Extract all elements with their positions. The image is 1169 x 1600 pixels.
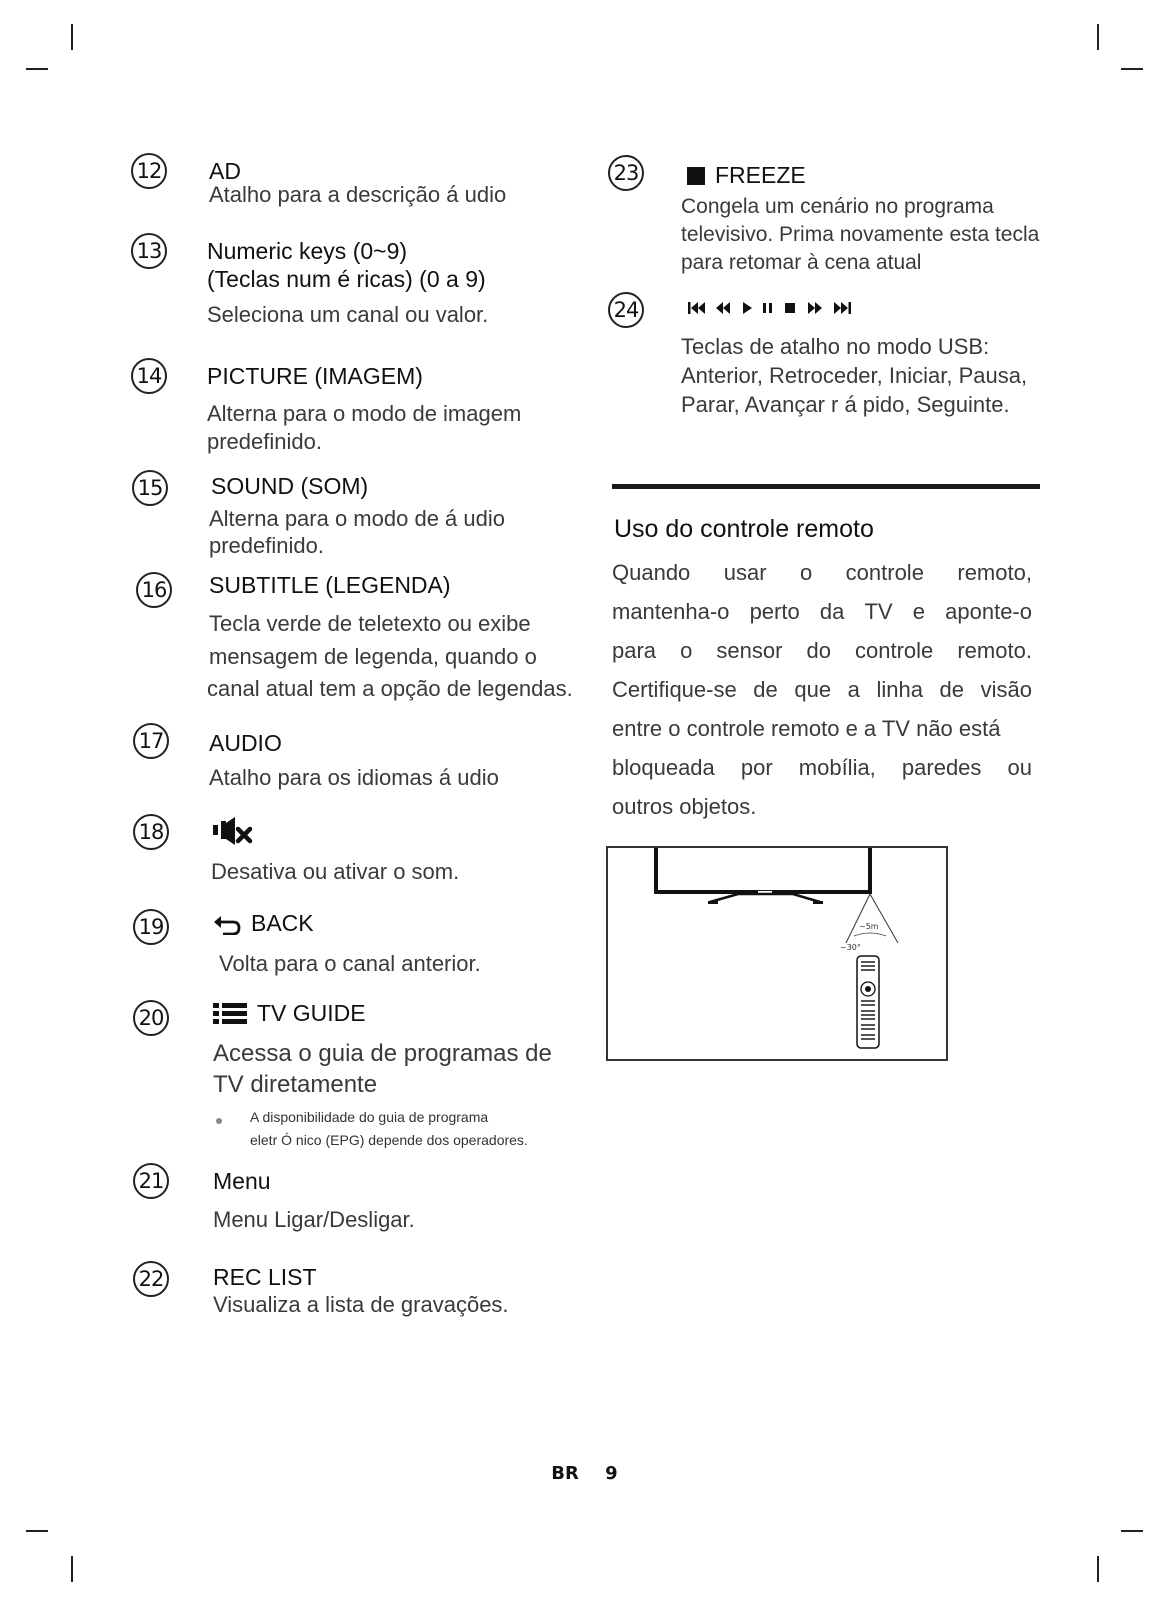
item-title (687, 162, 806, 189)
item-desc: Acessa o guia de programas de (213, 1040, 552, 1067)
paragraph-word: controle (845, 559, 924, 585)
item-note: eletr Ó nico (EPG) depende dos operadores. (250, 1132, 528, 1148)
remote-control-illustration (857, 956, 879, 1048)
paragraph-line (612, 709, 1032, 748)
item-number: 20 (133, 1000, 169, 1036)
paragraph-word: perto (749, 598, 800, 624)
crop-mark (26, 68, 48, 70)
item-note: A disponibilidade do guia de programa (250, 1109, 489, 1125)
paragraph-word: remoto. (957, 637, 1032, 663)
pause-icon (763, 303, 772, 313)
crop-mark (26, 1530, 48, 1532)
item-number: 17 (133, 723, 169, 759)
item-title (209, 572, 451, 599)
paragraph-word: do (806, 637, 831, 663)
paragraph-word: que (794, 676, 832, 702)
skip-previous-icon (688, 302, 705, 314)
item-desc: Anterior, Retroceder, Iniciar, Pausa, (681, 363, 1028, 388)
item-number: 14 (131, 358, 167, 394)
section-divider (612, 484, 1040, 489)
paragraph-word: o (799, 559, 813, 585)
item-number: 18 (133, 814, 169, 850)
section-paragraph (612, 553, 1032, 826)
item-title-text: SOUND (SOM) (211, 473, 369, 499)
item-title-text: Numeric keys (0~9) (207, 238, 408, 264)
rewind-icon (716, 302, 730, 314)
item-title-text: AUDIO (209, 730, 282, 756)
item-title-text: BACK (251, 910, 314, 936)
item-number: 16 (136, 572, 172, 608)
paragraph-word: Certifique-se (612, 676, 737, 702)
paragraph-word: mobília, (798, 754, 876, 780)
paragraph-word: paredes (901, 754, 982, 780)
angle-label: ~30° (840, 943, 861, 952)
item-number: 19 (133, 909, 169, 945)
paragraph-word: aponte-o (945, 598, 1032, 624)
paragraph-word: mantenha-o (612, 598, 730, 624)
item-desc: predefinido. (209, 533, 324, 558)
bullet-icon (216, 1118, 222, 1124)
play-icon (743, 302, 752, 314)
item-title (688, 300, 872, 316)
crop-mark (1097, 24, 1099, 50)
paragraph-word: usar (723, 559, 767, 585)
paragraph-line (612, 787, 1032, 826)
item-number: 12 (131, 153, 167, 189)
remote-usage-figure (606, 846, 948, 1061)
item-desc: Alterna para o modo de imagem (207, 401, 522, 426)
paragraph-word: visão (980, 676, 1032, 702)
paragraph-word: ou (1007, 754, 1032, 780)
crop-mark (1121, 1530, 1143, 1532)
paragraph-word: por (740, 754, 773, 780)
stop-square-icon (687, 167, 705, 185)
signal-angle-lines (846, 894, 898, 943)
item-desc: Parar, Avançar r á pido, Seguinte. (681, 392, 1010, 417)
paragraph-word: de (753, 676, 778, 702)
item-title (213, 1168, 271, 1195)
item-title (207, 266, 486, 293)
tv-illustration (656, 848, 870, 904)
item-title-text: FREEZE (715, 162, 806, 188)
item-desc: TV diretamente (213, 1071, 378, 1098)
item-title (213, 1264, 317, 1291)
item-title-text: SUBTITLE (LEGENDA) (209, 572, 451, 598)
paragraph-word: outros objetos. (612, 793, 757, 819)
item-desc: Seleciona um canal ou valor. (207, 302, 489, 327)
paragraph-word: Quando (612, 559, 691, 585)
crop-mark (71, 1556, 73, 1582)
section-title: Uso do controle remoto (614, 515, 874, 543)
paragraph-word: controle (855, 637, 934, 663)
crop-mark (1121, 68, 1143, 70)
item-desc: Tecla verde de teletexto ou exibe (209, 611, 531, 636)
tv-remote-illustration (608, 848, 946, 1059)
paragraph-word: entre o controle remoto e a TV não está (612, 715, 1001, 741)
item-number: 22 (133, 1261, 169, 1297)
paragraph-line (612, 592, 1032, 631)
crop-mark (1097, 1556, 1099, 1582)
paragraph-line (612, 748, 1032, 787)
item-desc: para retomar à cena atual (681, 251, 922, 274)
page-footer (0, 1463, 1169, 1484)
item-title-text: TV GUIDE (257, 1000, 366, 1026)
list-icon (213, 1002, 247, 1026)
item-number: 13 (131, 233, 167, 269)
paragraph-word: remoto, (957, 559, 1032, 585)
item-title (207, 238, 407, 265)
paragraph-word: a (847, 676, 860, 702)
item-title-text: Menu (213, 1168, 271, 1194)
paragraph-word: bloqueada (612, 754, 715, 780)
back-arrow-icon (213, 913, 241, 935)
paragraph-line (612, 670, 1032, 709)
paragraph-word: e (912, 598, 925, 624)
stop-icon (785, 303, 795, 313)
item-desc: Menu Ligar/Desligar. (213, 1207, 415, 1232)
paragraph-word: linha (876, 676, 923, 702)
item-desc: Atalho para a descrição á udio (209, 182, 507, 207)
item-title (211, 473, 368, 500)
item-title (211, 814, 257, 848)
item-desc: predefinido. (207, 429, 322, 454)
media-controls-icons (688, 300, 872, 316)
page-number: 9 (605, 1463, 618, 1484)
paragraph-word: de (939, 676, 965, 702)
item-desc: Teclas de atalho no modo USB: (681, 334, 990, 359)
item-number: 21 (133, 1163, 169, 1199)
item-title-text: (Teclas num é ricas) (0 a 9) (207, 266, 486, 292)
paragraph-word: para (612, 637, 657, 663)
item-number: 24 (608, 292, 644, 328)
item-desc: Desativa ou ativar o som. (211, 859, 460, 884)
item-desc: Volta para o canal anterior. (219, 951, 481, 976)
paragraph-line (612, 553, 1032, 592)
item-desc: Atalho para os idiomas á udio (209, 765, 499, 790)
item-title (209, 730, 282, 757)
paragraph-word: o (680, 637, 693, 663)
item-title (213, 1000, 366, 1027)
paragraph-word: da (819, 598, 845, 624)
paragraph-word: sensor (716, 637, 783, 663)
item-number: 23 (608, 155, 644, 191)
item-title-text: REC LIST (213, 1264, 317, 1290)
paragraph-word: TV (864, 598, 893, 624)
item-desc: canal atual tem a opção de legendas. (207, 676, 573, 701)
skip-next-icon (834, 302, 851, 314)
item-title-text: PICTURE (IMAGEM) (207, 363, 423, 389)
language-code: BR (551, 1463, 579, 1484)
mute-icon (211, 814, 257, 848)
item-desc: Alterna para o modo de á udio (209, 506, 505, 531)
item-title-text: AD (209, 158, 241, 184)
item-desc: Visualiza a lista de gravações. (213, 1292, 509, 1317)
item-number: 15 (132, 470, 168, 506)
distance-label: ~5m (859, 922, 879, 931)
item-desc: Congela um cenário no programa (681, 195, 994, 218)
crop-mark (71, 24, 73, 50)
fast-forward-icon (808, 302, 822, 314)
item-desc: televisivo. Prima novamente esta tecla (681, 223, 1040, 246)
item-title (213, 910, 314, 937)
item-desc: mensagem de legenda, quando o (209, 644, 537, 669)
item-title (207, 363, 423, 390)
paragraph-line (612, 631, 1032, 670)
